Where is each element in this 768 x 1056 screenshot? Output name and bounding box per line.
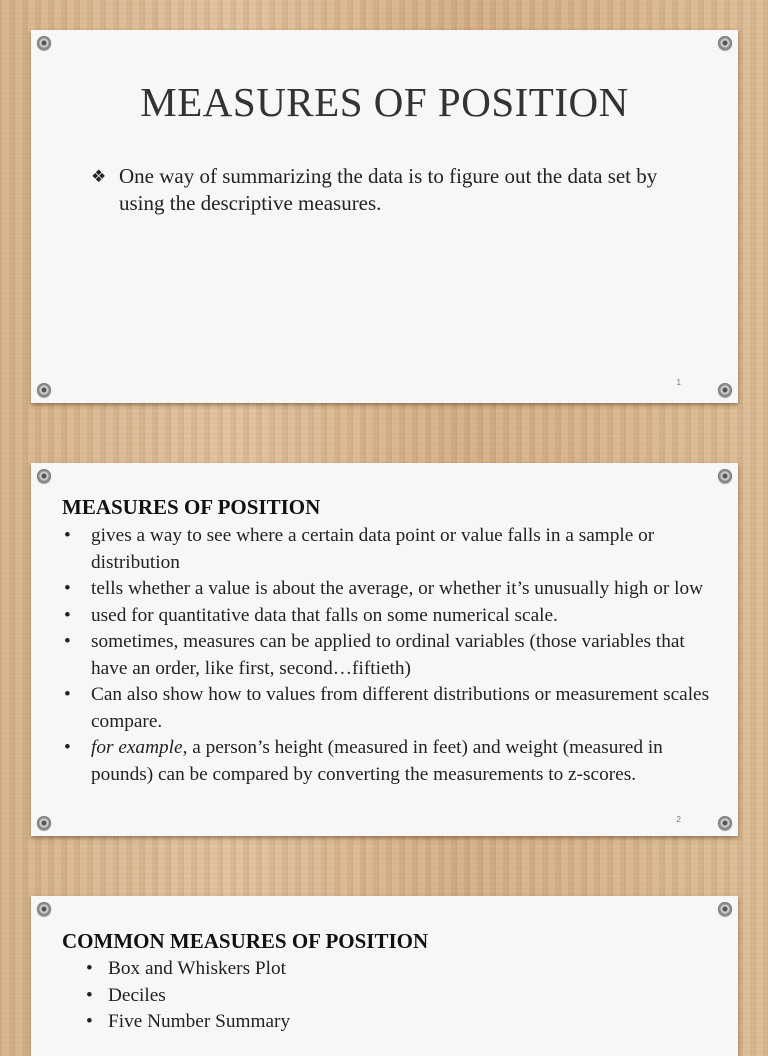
pin-icon (37, 902, 51, 916)
bullet-icon: • (64, 631, 71, 652)
bullet-icon: • (86, 1011, 93, 1032)
slide-title: MEASURES OF POSITION (140, 79, 629, 125)
list-item (86, 983, 290, 1010)
list-item-text: tells whether a value is about the average, or whether it’s unusually high or low (91, 578, 704, 599)
pin-icon (718, 902, 732, 916)
list-item (86, 1009, 290, 1036)
example-prefix: for example (91, 737, 183, 758)
slide-heading: COMMON MEASURES OF POSITION (62, 929, 429, 953)
slide-2 (31, 463, 738, 836)
list-item-text: , a person’s height (measured in feet) and weight (measured in pounds) can be compared by converting the measurements to z-scores. (91, 737, 663, 785)
pin-icon (718, 36, 732, 50)
bullet-icon: • (64, 604, 71, 626)
list-item-text: used for quantitative data that falls on some numerical scale. (91, 604, 558, 626)
list-item (62, 603, 722, 630)
list-item-text: Box and Whiskers Plot (108, 958, 286, 979)
bullet-icon: • (64, 737, 71, 758)
list-item-text: Deciles (108, 984, 166, 1006)
slide-3 (31, 896, 738, 1056)
slide-1 (31, 30, 738, 403)
pin-icon (718, 383, 732, 397)
list-item-text: gives a way to see where a certain data point or value falls in a sample or distribution (91, 525, 655, 573)
bullet-text: One way of summarizing the data is to figure out the data set by using the descriptive measures. (119, 164, 658, 215)
list-item (62, 629, 722, 682)
list-item (62, 523, 722, 576)
pin-icon (37, 36, 51, 50)
pin-icon (37, 469, 51, 483)
list-item (62, 735, 722, 788)
slide-heading: MEASURES OF POSITION (62, 495, 321, 519)
bullet-list (62, 523, 722, 788)
list-item (62, 576, 722, 603)
diamond-bullet-icon: ❖ (91, 167, 107, 186)
pin-icon (718, 816, 732, 830)
slide-number: 2 (676, 815, 681, 824)
bullet-icon: • (64, 578, 71, 599)
pin-icon (37, 383, 51, 397)
bullet-item (91, 163, 691, 217)
list-item-text: Can also show how to values from different distributions or measurement scales compare. (91, 684, 710, 732)
pin-icon (37, 816, 51, 830)
pin-icon (718, 469, 732, 483)
list-item-text: sometimes, measures can be applied to ordinal variables (those variables that have an order, like first, second…fiftieth) (91, 631, 685, 679)
bullet-icon: • (64, 684, 71, 705)
bullet-icon: • (64, 525, 71, 546)
list-item-text: Five Number Summary (108, 1011, 291, 1032)
bullet-icon: • (86, 958, 93, 979)
slide-number: 1 (676, 378, 681, 387)
list-item (62, 682, 722, 735)
list-item (86, 956, 290, 983)
bullet-icon: • (86, 984, 93, 1006)
